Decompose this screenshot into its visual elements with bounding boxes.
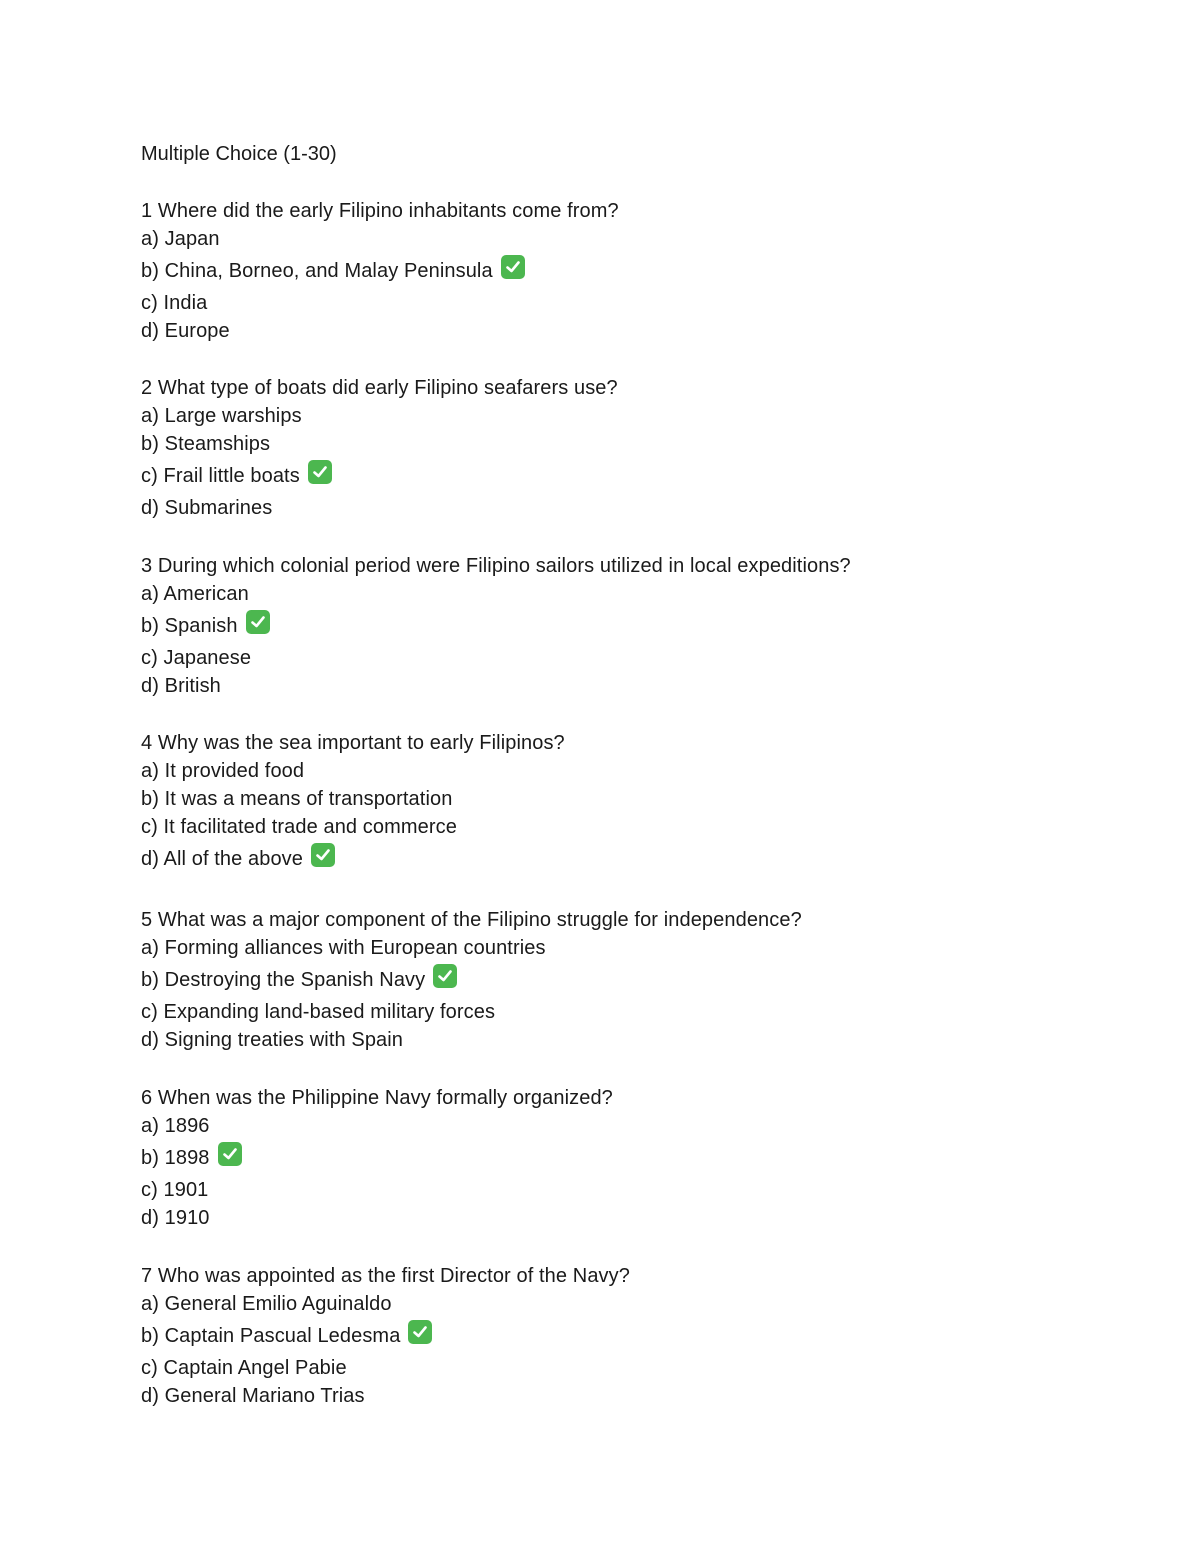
question-text: 7 Who was appointed as the first Director of the Navy? <box>141 1265 630 1287</box>
question-6 <box>141 1084 1141 1232</box>
option-b <box>141 1318 1141 1354</box>
question-text: 2 What type of boats did early Filipino seafarers use? <box>141 377 618 399</box>
check-mark-icon <box>501 255 525 279</box>
question-5 <box>141 906 1141 1054</box>
option-c <box>141 813 1141 841</box>
option-d <box>141 1382 1141 1410</box>
option-c <box>141 644 1141 672</box>
option-label: d) Europe <box>141 320 230 342</box>
check-mark-icon <box>218 1142 242 1166</box>
option-label: b) China, Borneo, and Malay Peninsula <box>141 260 493 282</box>
option-c <box>141 1176 1141 1204</box>
option-label: b) Steamships <box>141 433 271 455</box>
option-d <box>141 1204 1141 1232</box>
question-text: 1 Where did the early Filipino inhabitants come from? <box>141 200 619 222</box>
option-label: c) 1901 <box>141 1179 209 1201</box>
option-d <box>141 494 1141 522</box>
option-c <box>141 289 1141 317</box>
option-a <box>141 1290 1141 1318</box>
option-d <box>141 1026 1141 1054</box>
document-heading: Multiple Choice (1-30) <box>141 143 337 165</box>
check-mark-icon <box>408 1320 432 1344</box>
option-d <box>141 841 1141 877</box>
check-mark-icon <box>246 610 270 634</box>
question-7 <box>141 1262 1141 1410</box>
option-label: b) 1898 <box>141 1147 210 1169</box>
option-label: d) All of the above <box>141 848 304 870</box>
option-b <box>141 253 1141 289</box>
question-2 <box>141 374 1141 522</box>
option-a <box>141 1112 1141 1140</box>
option-a <box>141 934 1141 962</box>
option-b <box>141 430 1141 458</box>
option-c <box>141 998 1141 1026</box>
option-label: c) Frail little boats <box>141 465 300 487</box>
option-label: a) 1896 <box>141 1115 210 1137</box>
check-mark-icon <box>433 964 457 988</box>
question-text: 3 During which colonial period were Filipino sailors utilized in local expeditions? <box>141 555 851 577</box>
option-label: a) Japan <box>141 228 220 250</box>
option-label: d) 1910 <box>141 1207 210 1229</box>
option-label: c) Captain Angel Pabie <box>141 1357 347 1379</box>
option-a <box>141 580 1141 608</box>
option-c <box>141 458 1141 494</box>
option-a <box>141 402 1141 430</box>
option-label: b) Destroying the Spanish Navy <box>141 969 426 991</box>
option-label: a) General Emilio Aguinaldo <box>141 1293 392 1315</box>
option-d <box>141 317 1141 345</box>
question-4 <box>141 729 1141 877</box>
question-text: 4 Why was the sea important to early Filipinos? <box>141 732 565 754</box>
question-text: 5 What was a major component of the Filipino struggle for independence? <box>141 909 802 931</box>
option-label: b) It was a means of transportation <box>141 788 453 810</box>
option-b <box>141 1140 1141 1176</box>
option-label: b) Captain Pascual Ledesma <box>141 1325 401 1347</box>
option-label: a) Forming alliances with European countries <box>141 937 546 959</box>
option-label: c) Japanese <box>141 647 252 669</box>
option-b <box>141 608 1141 644</box>
question-1 <box>141 197 1141 345</box>
option-label: b) Spanish <box>141 615 238 637</box>
option-d <box>141 672 1141 700</box>
option-b <box>141 785 1141 813</box>
check-mark-icon <box>308 460 332 484</box>
question-3 <box>141 552 1141 700</box>
option-label: a) Large warships <box>141 405 302 427</box>
option-a <box>141 757 1141 785</box>
option-label: a) American <box>141 583 249 605</box>
check-mark-icon <box>311 843 335 867</box>
option-c <box>141 1354 1141 1382</box>
option-label: d) British <box>141 675 221 697</box>
option-label: d) General Mariano Trias <box>141 1385 365 1407</box>
option-b <box>141 962 1141 998</box>
option-label: c) India <box>141 292 208 314</box>
question-text: 6 When was the Philippine Navy formally organized? <box>141 1087 613 1109</box>
option-label: a) It provided food <box>141 760 305 782</box>
option-label: d) Submarines <box>141 497 273 519</box>
option-label: c) It facilitated trade and commerce <box>141 816 457 838</box>
option-a <box>141 225 1141 253</box>
option-label: c) Expanding land-based military forces <box>141 1001 496 1023</box>
option-label: d) Signing treaties with Spain <box>141 1029 404 1051</box>
